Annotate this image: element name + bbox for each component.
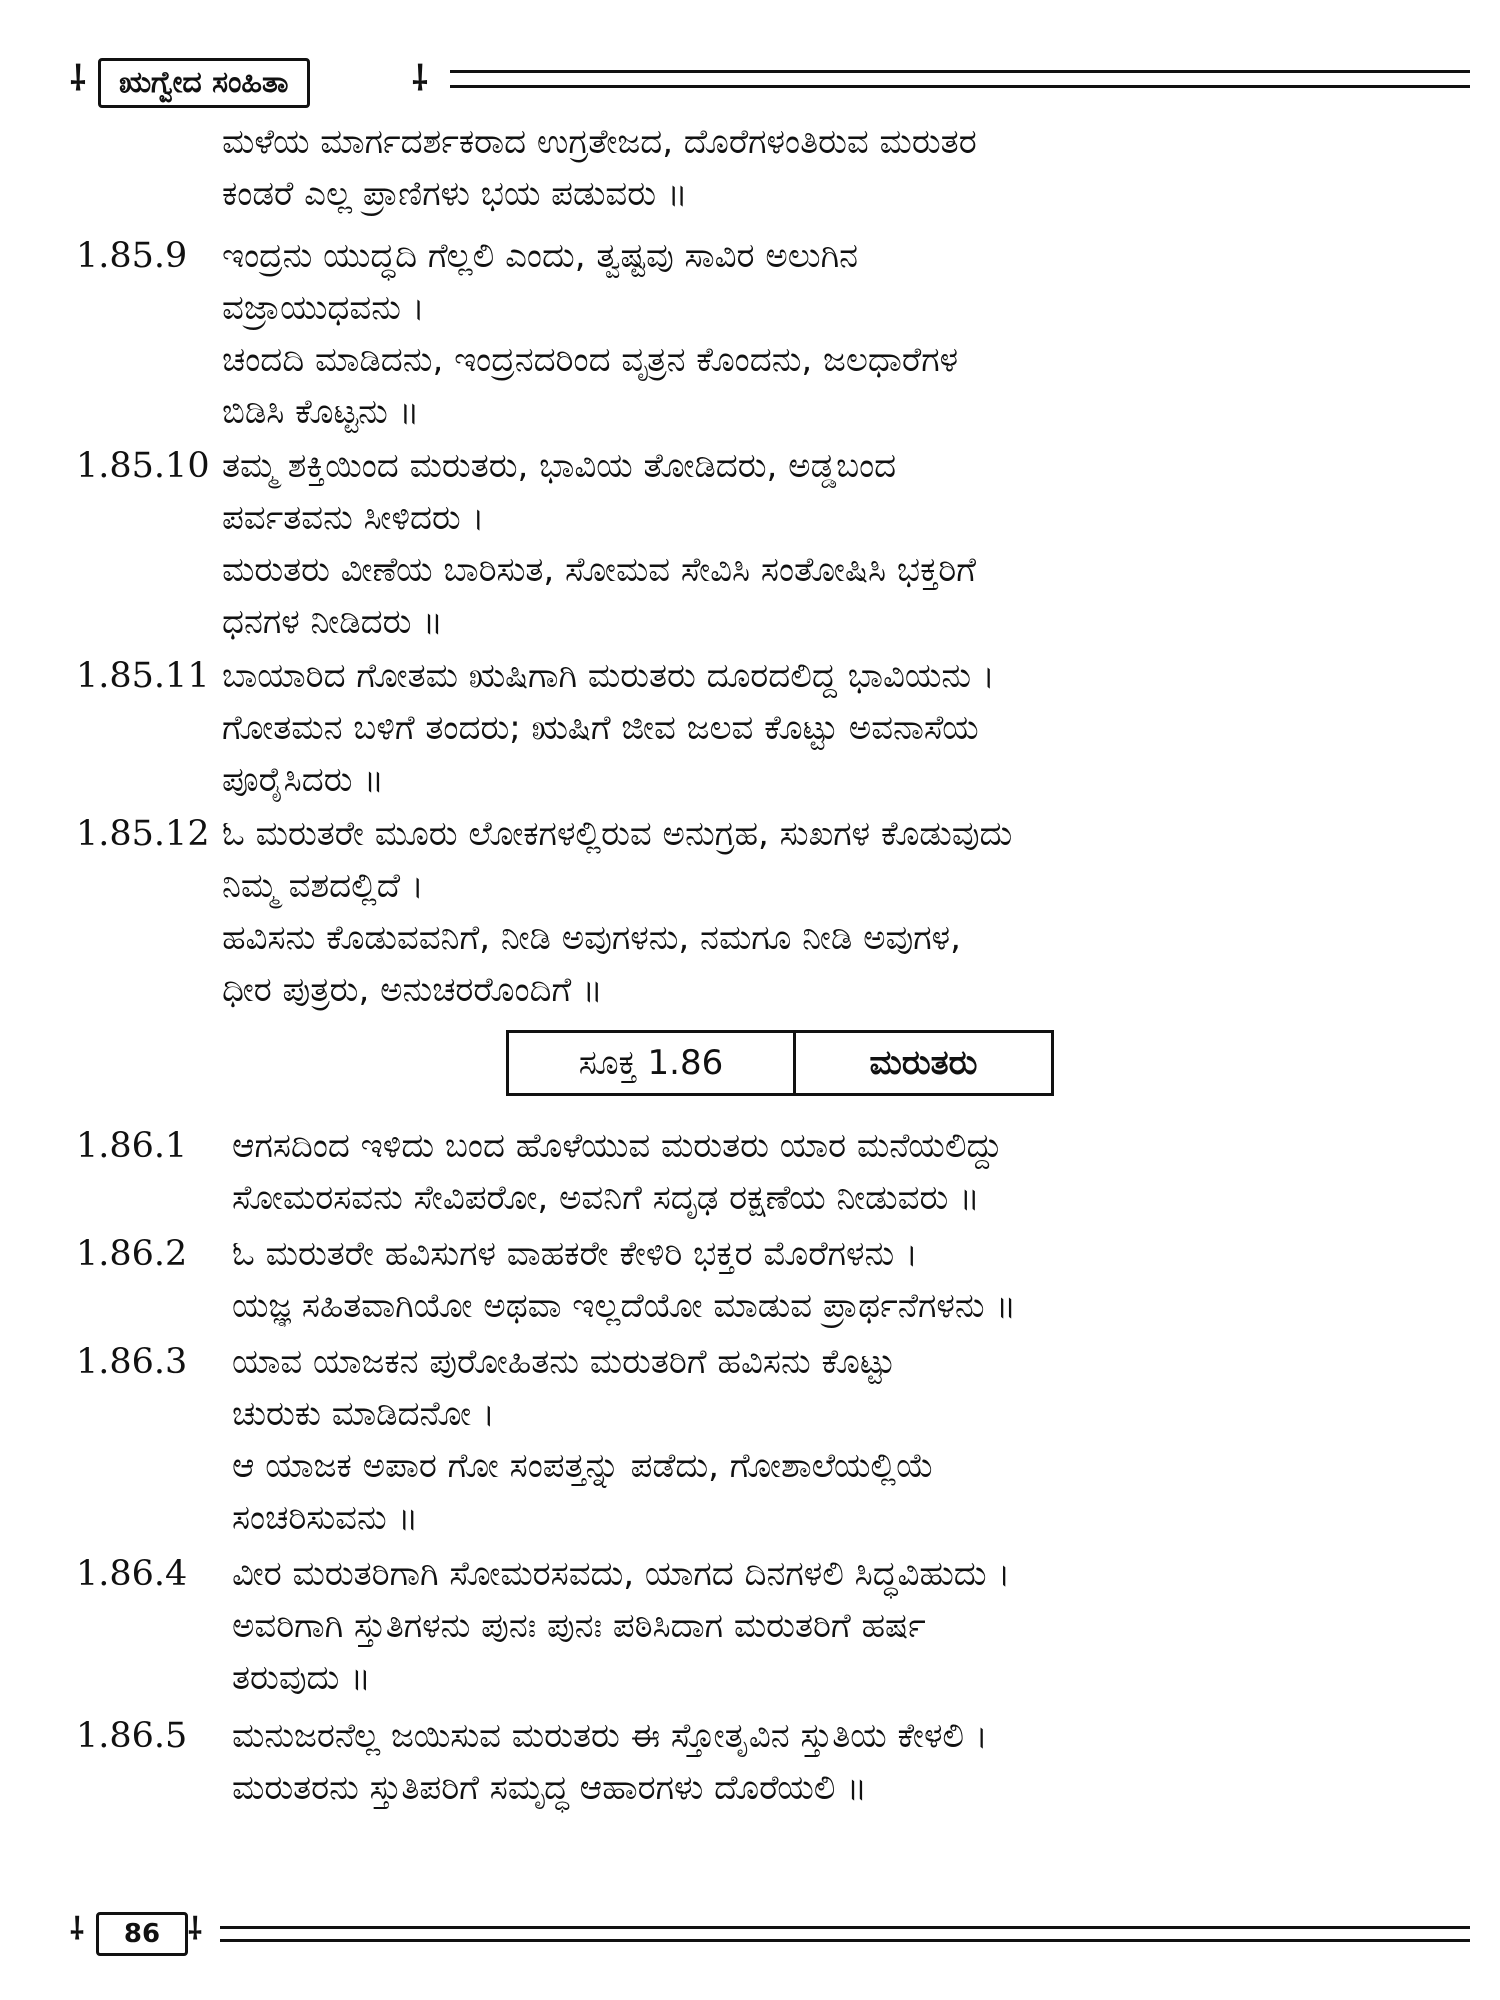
verse-line: ಧೀರ ಪುತ್ರರು, ಅನುಚರರೊಂದಿಗೆ ॥ [222,970,603,1010]
verse-line: ಮರುತರು ವೀಣೆಯ ಬಾರಿಸುತ, ಸೋಮವ ಸೇವಿಸಿ ಸಂತೋಷಿಸಿ ಭಕ್ತರಿಗೆ [222,550,976,590]
verse-line: ತರುವುದು ॥ [232,1658,371,1698]
verse-number: 1.85.11 [76,656,210,696]
footer-rule [220,1926,1470,1942]
header-ornament-left: ⸸ [70,59,86,99]
verse-line: ಓ ಮರುತರೇ ಮೂರು ಲೋಕಗಳಲ್ಲಿರುವ ಅನುಗ್ರಹ, ಸುಖಗಳ ಕೊಡುವುದು [222,814,1013,854]
verse-number: 1.86.3 [76,1342,188,1382]
sukta-number: ಸೂಕ್ತ 1.86 [509,1033,796,1093]
verse-line: ಆಗಸದಿಂದ ಇಳಿದು ಬಂದ ಹೊಳೆಯುವ ಮರುತರು ಯಾರ ಮನೆಯಲಿದ್ದು [232,1126,1003,1166]
verse-line: ಧನಗಳ ನೀಡಿದರು ॥ [222,602,443,642]
verse-number: 1.86.5 [76,1716,188,1756]
footer-ornament-left: ⸸ [70,1912,85,1947]
verse-line: ಯಜ್ಞ ಸಹಿತವಾಗಿಯೋ ಅಥವಾ ಇಲ್ಲದೆಯೋ ಮಾಡುವ ಪ್ರಾರ್ಥನೆಗಳನು ॥ [232,1286,1017,1326]
verse-number: 1.86.2 [76,1234,188,1274]
verse-line: ಚುರುಕು ಮಾಡಿದನೋ । [232,1394,495,1434]
verse-line: ಮನುಜರನೆಲ್ಲ ಜಯಿಸುವ ಮರುತರು ಈ ಸ್ತೋತೃವಿನ ಸ್ತುತಿಯ ಕೇಳಲಿ । [232,1716,988,1756]
verse-line: ಅವರಿಗಾಗಿ ಸ್ತುತಿಗಳನು ಪುನಃ ಪುನಃ ಪಠಿಸಿದಾಗ ಮರುತರಿಗೆ ಹರ್ಷ [232,1606,926,1646]
verse-line: ಹವಿಸನು ಕೊಡುವವನಿಗೆ, ನೀಡಿ ಅವುಗಳನು, ನಮಗೂ ನೀಡಿ ಅವುಗಳ, [222,918,961,958]
verse-line: ಚಂದದಿ ಮಾಡಿದನು, ಇಂದ್ರನದರಿಂದ ವೃತ್ರನ ಕೊಂದನು, ಜಲಧಾರೆಗಳ [222,340,959,380]
sukta-heading-box [506,1030,1054,1096]
verse-line: ಮಳೆಯ ಮಾರ್ಗದರ್ಶಕರಾದ ಉಗ್ರತೇಜದ, ದೊರೆಗಳಂತಿರುವ ಮರುತರ [222,122,977,162]
verse-line: ವಜ್ರಾಯುಧವನು । [222,288,425,328]
verse-number: 1.85.10 [76,446,210,486]
page-footer [70,1912,1470,1956]
verse-line: ಪರ್ವತವನು ಸೀಳಿದರು । [222,498,485,538]
sukta-deity: ಮರುತರು [869,1043,978,1083]
verse-line: ವೀರ ಮರುತರಿಗಾಗಿ ಸೋಮರಸವದು, ಯಾಗದ ದಿನಗಳಲಿ ಸಿದ್ಧವಿಹುದು । [232,1554,1011,1594]
verse-line: ಓ ಮರುತರೇ ಹವಿಸುಗಳ ವಾಹಕರೇ ಕೇಳಿರಿ ಭಕ್ತರ ಮೊರೆಗಳನು । [232,1234,918,1274]
verse-line: ಬಿಡಿಸಿ ಕೊಟ್ಟನು ॥ [222,392,420,432]
verse-line: ಕಂಡರೆ ಎಲ್ಲ ಪ್ರಾಣಿಗಳು ಭಯ ಪಡುವರು ॥ [222,174,688,214]
verse-line: ನಿಮ್ಮ ವಶದಲ್ಲಿದೆ । [222,866,424,906]
verse-line: ಯಾವ ಯಾಜಕನ ಪುರೋಹಿತನು ಮರುತರಿಗೆ ಹವಿಸನು ಕೊಟ್ಟು [232,1342,896,1382]
verse-line: ಇಂದ್ರನು ಯುದ್ಧದಿ ಗೆಲ್ಲಲಿ ಎಂದು, ತ್ವಷ್ಟವು ಸಾವಿರ ಅಲುಗಿನ [222,236,859,276]
verse-number: 1.86.1 [76,1126,188,1166]
verse-line: ತಮ್ಮ ಶಕ್ತಿಯಿಂದ ಮರುತರು, ಭಾವಿಯ ತೋಡಿದರು, ಅಡ್ಡಬಂದ [222,446,897,486]
verse-line: ಮರುತರನು ಸ್ತುತಿಪರಿಗೆ ಸಮೃದ್ಧ ಆಹಾರಗಳು ದೊರೆಯಲಿ ॥ [232,1768,867,1808]
verse-line: ಬಾಯಾರಿದ ಗೋತಮ ಋಷಿಗಾಗಿ ಮರುತರು ದೂರದಲಿದ್ದ ಭಾವಿಯನು । [222,656,995,696]
verse-line: ಆ ಯಾಜಕ ಅಪಾರ ಗೋ ಸಂಪತ್ತನ್ನು ಪಡೆದು, ಗೋಶಾಲೆಯಲ್ಲಿಯೆ [232,1446,934,1486]
verse-number: 1.86.4 [76,1554,188,1594]
book-title: ಋಗ್ವೇದ ಸಂಹಿತಾ [98,58,310,108]
verse-line: ಪೂರೈಸಿದರು ॥ [222,760,385,800]
verse-number: 1.85.9 [76,236,188,276]
verse-number: 1.85.12 [76,814,210,854]
header-ornament-right: ⸸ [412,59,428,99]
verse-line: ಸಂಚರಿಸುವನು ॥ [232,1498,419,1538]
footer-ornament-right: ⸸ [188,1912,203,1947]
verse-line: ಸೋಮರಸವನು ಸೇವಿಪರೋ, ಅವನಿಗೆ ಸದೃಢ ರಕ್ಷಣೆಯ ನೀಡುವರು ॥ [232,1178,980,1218]
verse-line: ಗೋತಮನ ಬಳಿಗೆ ತಂದರು; ಋಷಿಗೆ ಜೀವ ಜಲವ ಕೊಟ್ಟು ಅವನಾಸೆಯ [222,708,979,748]
page-number: 86 [96,1912,188,1956]
